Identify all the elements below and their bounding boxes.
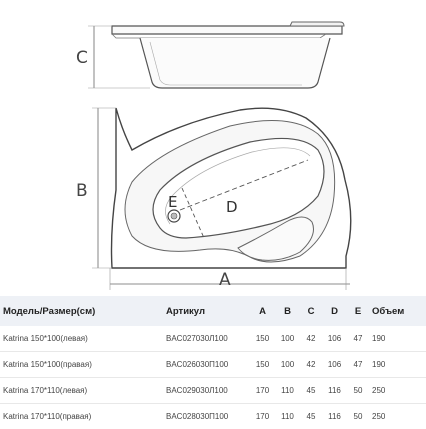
dimension-b bbox=[76, 108, 116, 268]
cell-article: BAC028030П100 bbox=[163, 404, 250, 429]
table-row bbox=[0, 326, 426, 352]
cell-model: Katrina 170*110(левая) bbox=[0, 378, 163, 404]
specifications-table bbox=[0, 296, 426, 429]
header-d: D bbox=[322, 296, 347, 326]
table-row bbox=[0, 404, 426, 429]
cell-c: 42 bbox=[300, 352, 322, 378]
cell-b: 100 bbox=[275, 326, 300, 352]
label-b: B bbox=[76, 181, 88, 201]
cell-article: BAC029030Л100 bbox=[163, 378, 250, 404]
cell-model: Katrina 150*100(левая) bbox=[0, 326, 163, 352]
label-d: D bbox=[226, 198, 238, 216]
cell-e: 50 bbox=[347, 404, 369, 429]
cell-d: 116 bbox=[322, 378, 347, 404]
table-row bbox=[0, 378, 426, 404]
cell-c: 42 bbox=[300, 326, 322, 352]
tub-side-view bbox=[112, 22, 344, 88]
cell-d: 106 bbox=[322, 352, 347, 378]
label-c: C bbox=[76, 48, 88, 68]
cell-volume: 250 bbox=[369, 378, 426, 404]
header-c: C bbox=[300, 296, 322, 326]
cell-d: 106 bbox=[322, 326, 347, 352]
cell-volume: 190 bbox=[369, 326, 426, 352]
cell-b: 110 bbox=[275, 378, 300, 404]
cell-b: 110 bbox=[275, 404, 300, 429]
header-e: E bbox=[347, 296, 369, 326]
cell-a: 150 bbox=[250, 352, 275, 378]
header-volume: Объем bbox=[369, 296, 426, 326]
tub-top-view bbox=[112, 108, 351, 268]
cell-a: 170 bbox=[250, 404, 275, 429]
cell-article: BAC026030П100 bbox=[163, 352, 250, 378]
cell-volume: 250 bbox=[369, 404, 426, 429]
cell-a: 150 bbox=[250, 326, 275, 352]
cell-d: 116 bbox=[322, 404, 347, 429]
cell-a: 170 bbox=[250, 378, 275, 404]
cell-c: 45 bbox=[300, 404, 322, 429]
header-model: Модель/Размер(см) bbox=[0, 296, 163, 326]
label-e: E bbox=[168, 193, 177, 211]
table-header-row bbox=[0, 296, 426, 326]
cell-e: 50 bbox=[347, 378, 369, 404]
cell-e: 47 bbox=[347, 352, 369, 378]
cell-e: 47 bbox=[347, 326, 369, 352]
dimension-a bbox=[110, 268, 350, 290]
cell-model: Katrina 150*100(правая) bbox=[0, 352, 163, 378]
cell-volume: 190 bbox=[369, 352, 426, 378]
header-a: A bbox=[250, 296, 275, 326]
label-a: A bbox=[219, 270, 231, 290]
header-article: Артикул bbox=[163, 296, 250, 326]
header-b: B bbox=[275, 296, 300, 326]
cell-c: 45 bbox=[300, 378, 322, 404]
cell-b: 100 bbox=[275, 352, 300, 378]
cell-model: Katrina 170*110(правая) bbox=[0, 404, 163, 429]
table-row bbox=[0, 352, 426, 378]
cell-article: BAC027030Л100 bbox=[163, 326, 250, 352]
